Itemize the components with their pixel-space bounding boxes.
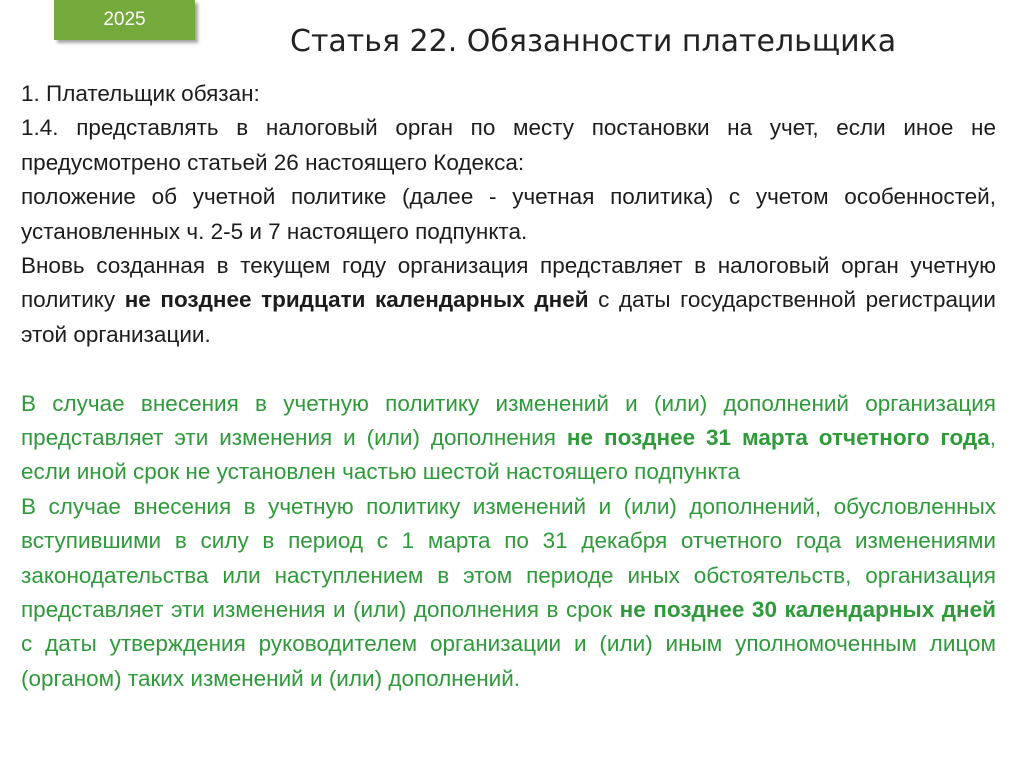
page-title: Статья 22. Обязанности плательщика xyxy=(290,24,897,59)
deadline-thirty-days: не позднее тридцати календарных дней xyxy=(124,287,589,313)
paragraph-legislation-changes xyxy=(21,490,996,696)
paragraph-policy-changes-tail: , если иной срок не установлен частью шестой настоящего подпункта xyxy=(21,425,996,485)
paragraph-legislation-changes-tail: с даты утверждения руководителем организации и (или) иным уполномоченным лицом (органом) таких изменений и (или) дополнений. xyxy=(21,631,996,691)
paragraph-new-organization xyxy=(21,249,996,352)
paragraph-new-organization-text: Вновь созданная в текущем году организация представляет в налоговый орган учетную политику xyxy=(21,253,996,313)
deadline-march-31: не позднее 31 марта отчетного года xyxy=(566,425,990,451)
paragraph-obligation-intro: 1. Плательщик обязан: xyxy=(21,81,260,106)
paragraph-policy-changes xyxy=(21,387,996,490)
deadline-thirty-calendar-days: не позднее 30 календарных дней xyxy=(619,597,996,623)
paragraph-legislation-changes-text: В случае внесения в учетную политику изменений и (или) дополнений, обусловленных вступившими в силу в период с 1 марта по 31 декабря отчетного года изменениями законодательства или наступлением в этом периоде иных обстоятельств, организация представляет эти изменения и (или) дополнения в срок xyxy=(21,493,996,623)
spacer xyxy=(21,352,996,386)
paragraph-policy-changes-text: В случае внесения в учетную политику изменений и (или) дополнений организация представляет эти изменения и (или) дополнения xyxy=(21,390,996,451)
paragraph-item-1-4: 1.4. представлять в налоговый орган по месту постановки на учет, если иное не предусмотрено статьей 26 настоящего Кодекса: xyxy=(21,115,996,175)
paragraph-accounting-policy: положение об учетной политике (далее - учетная политика) с учетом особенностей, установленных ч. 2-5 и 7 настоящего подпункта. xyxy=(21,184,996,244)
year-badge: 2025 xyxy=(54,0,195,40)
article-body xyxy=(21,77,996,696)
paragraph-new-organization-tail: с даты государственной регистрации этой организации. xyxy=(21,287,997,347)
